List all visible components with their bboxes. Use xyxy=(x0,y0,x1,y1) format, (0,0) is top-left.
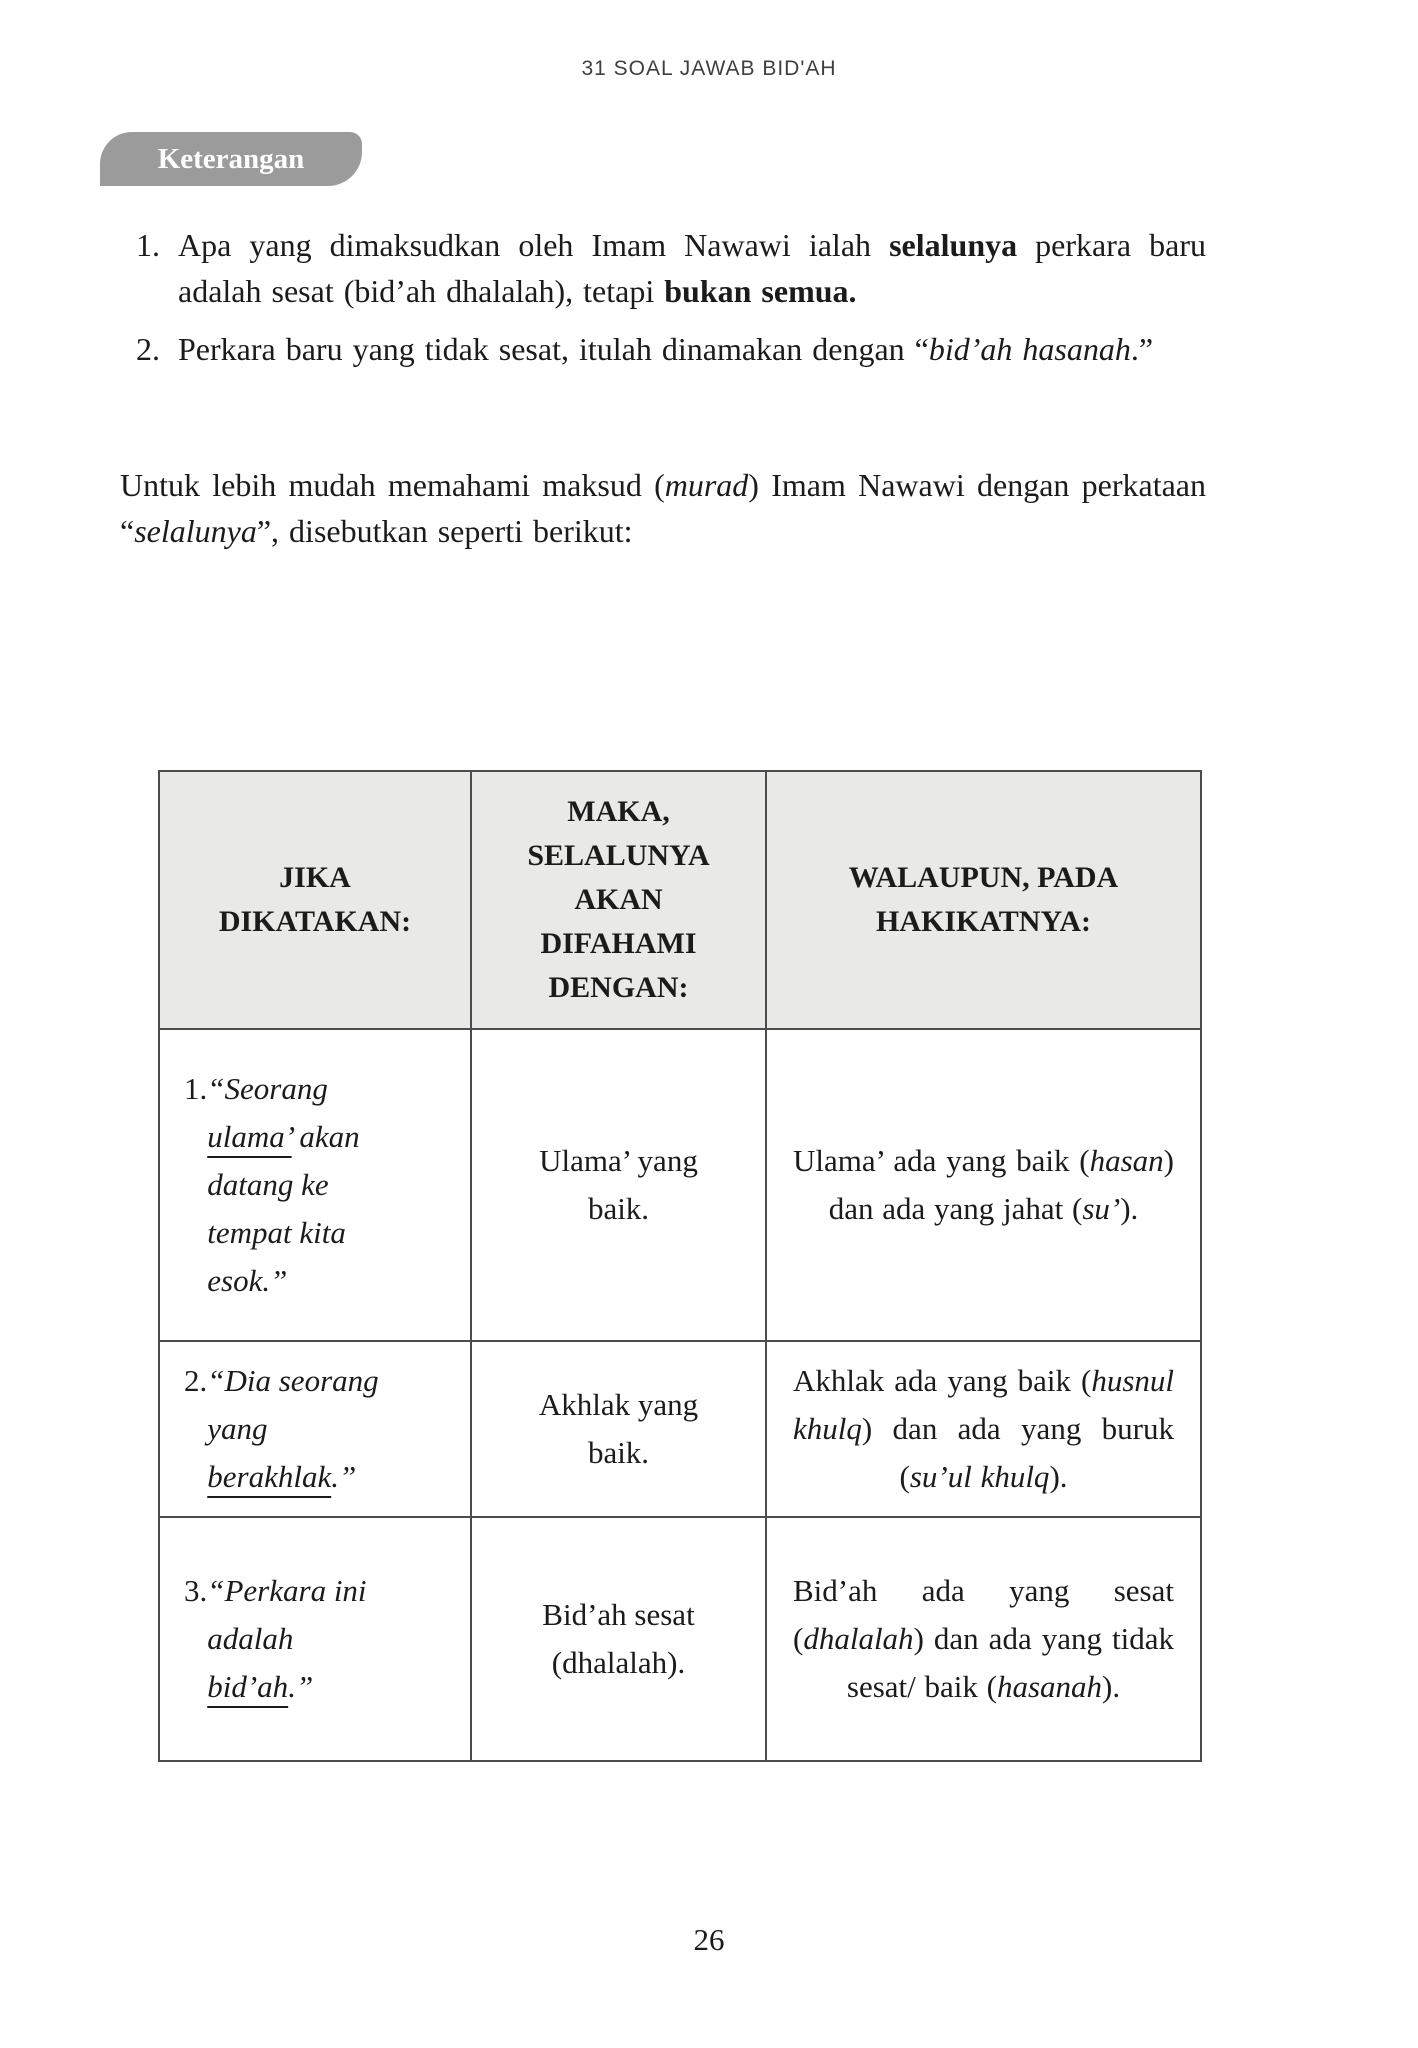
quote-text xyxy=(207,1065,403,1305)
underlined-segment: bid’ah xyxy=(207,1669,289,1704)
text-segment: ). xyxy=(1049,1459,1068,1494)
text-segment: perkara baru adalah sesat (bid’ah dhalalah), tetapi xyxy=(178,227,1207,309)
bold-segment: selalunya xyxy=(889,227,1018,263)
italic-segment: hasan xyxy=(1089,1143,1164,1178)
text-segment: “Dia seorang yang xyxy=(207,1363,379,1446)
text-segment: .” xyxy=(1130,331,1154,367)
text-segment: Akhlak ada yang baik ( xyxy=(793,1363,1092,1398)
row-number: 3. xyxy=(184,1573,208,1608)
table-header-jika-dikatakan xyxy=(159,771,471,1029)
row-number: 2. xyxy=(184,1363,208,1398)
text-segment: ) Imam Nawawi dengan perkataan “ xyxy=(120,467,1207,549)
italic-segment: selalunya xyxy=(134,513,257,549)
running-header: 31 SOAL JAWAB BID'AH xyxy=(581,57,837,80)
text-segment: Untuk lebih mudah memahami maksud ( xyxy=(120,467,665,503)
table-header-row xyxy=(159,771,1201,1029)
underlined-segment: ulama’ xyxy=(207,1119,292,1154)
text-segment: ”, disebutkan seperti berikut: xyxy=(256,513,633,549)
text-segment: “Seorang xyxy=(207,1071,328,1106)
text-segment: Apa yang dimaksudkan oleh Imam Nawawi ialah xyxy=(178,227,890,263)
keterangan-badge-label: Keterangan xyxy=(157,142,305,175)
cell-quote-3 xyxy=(159,1517,471,1761)
list-item-text xyxy=(178,222,1206,314)
text-segment: akan datang ke tempat kita esok.” xyxy=(207,1119,360,1298)
list-item-number: 1. xyxy=(136,227,160,263)
table-row xyxy=(159,1029,1201,1341)
row-number: 1. xyxy=(184,1071,208,1106)
italic-segment: hasanah xyxy=(996,1669,1103,1704)
cell-reality-2 xyxy=(766,1341,1201,1517)
italic-segment: bid’ah hasanah xyxy=(928,331,1131,367)
cell-quote-2 xyxy=(159,1341,471,1517)
italic-segment: su’ul khulq xyxy=(909,1459,1050,1494)
meaning-text: Akhlak yang baik. xyxy=(538,1387,699,1470)
comparison-table xyxy=(158,770,1202,1762)
header-text: JIKA DIKATAKAN: xyxy=(218,861,412,938)
text-segment: Bid’ah ada yang sesat ( xyxy=(793,1573,1174,1656)
cell-meaning-1 xyxy=(471,1029,766,1341)
text-segment: Perkara baru yang tidak sesat, itulah dinamakan dengan “ xyxy=(178,331,929,367)
list-item xyxy=(120,222,1206,314)
text-segment: .” xyxy=(331,1459,357,1494)
text-segment: ). xyxy=(1120,1191,1139,1226)
italic-segment: husnul khulq xyxy=(793,1363,1174,1446)
numbered-list xyxy=(120,222,1206,384)
table-header-walaupun-hakikatnya xyxy=(766,771,1201,1029)
text-segment: Ulama’ ada yang baik ( xyxy=(793,1143,1090,1178)
text-segment: ) dan ada yang tidak sesat/ baik ( xyxy=(846,1621,1174,1704)
cell-quote-1 xyxy=(159,1029,471,1341)
italic-segment: dhalalah xyxy=(803,1621,914,1656)
table-row xyxy=(159,1341,1201,1517)
cell-reality-1 xyxy=(766,1029,1201,1341)
italic-segment: su’ xyxy=(1082,1191,1121,1226)
keterangan-badge xyxy=(100,132,362,186)
text-segment: ) dan ada yang buruk ( xyxy=(861,1411,1174,1494)
page-number: 26 xyxy=(693,1922,725,1957)
meaning-text: Ulama’ yang baik. xyxy=(539,1143,698,1226)
cell-reality-3 xyxy=(766,1517,1201,1761)
text-segment: “Perkara ini adalah xyxy=(207,1573,367,1656)
quote-text xyxy=(207,1567,403,1711)
intro-paragraph xyxy=(120,462,1206,554)
meaning-text: Bid’ah sesat (dhalalah). xyxy=(542,1597,695,1680)
header-text: WALAUPUN, PADA HAKIKATNYA: xyxy=(848,861,1119,938)
list-item-text xyxy=(178,326,1206,372)
text-segment: ). xyxy=(1102,1669,1121,1704)
underlined-segment: berakhlak xyxy=(207,1459,332,1494)
quote-text xyxy=(207,1357,403,1501)
text-segment: .” xyxy=(288,1669,314,1704)
bold-segment: bukan semua. xyxy=(664,273,857,309)
table-row xyxy=(159,1517,1201,1761)
text-segment: ) dan ada yang jahat ( xyxy=(828,1143,1174,1226)
list-item xyxy=(120,326,1206,372)
cell-meaning-3 xyxy=(471,1517,766,1761)
table-header-maka-selalunya xyxy=(471,771,766,1029)
italic-segment: murad xyxy=(664,467,749,503)
cell-meaning-2 xyxy=(471,1341,766,1517)
header-text: MAKA, SELALUNYA AKAN DIFAHAMI DENGAN: xyxy=(527,795,710,1004)
list-item-number: 2. xyxy=(136,331,160,367)
